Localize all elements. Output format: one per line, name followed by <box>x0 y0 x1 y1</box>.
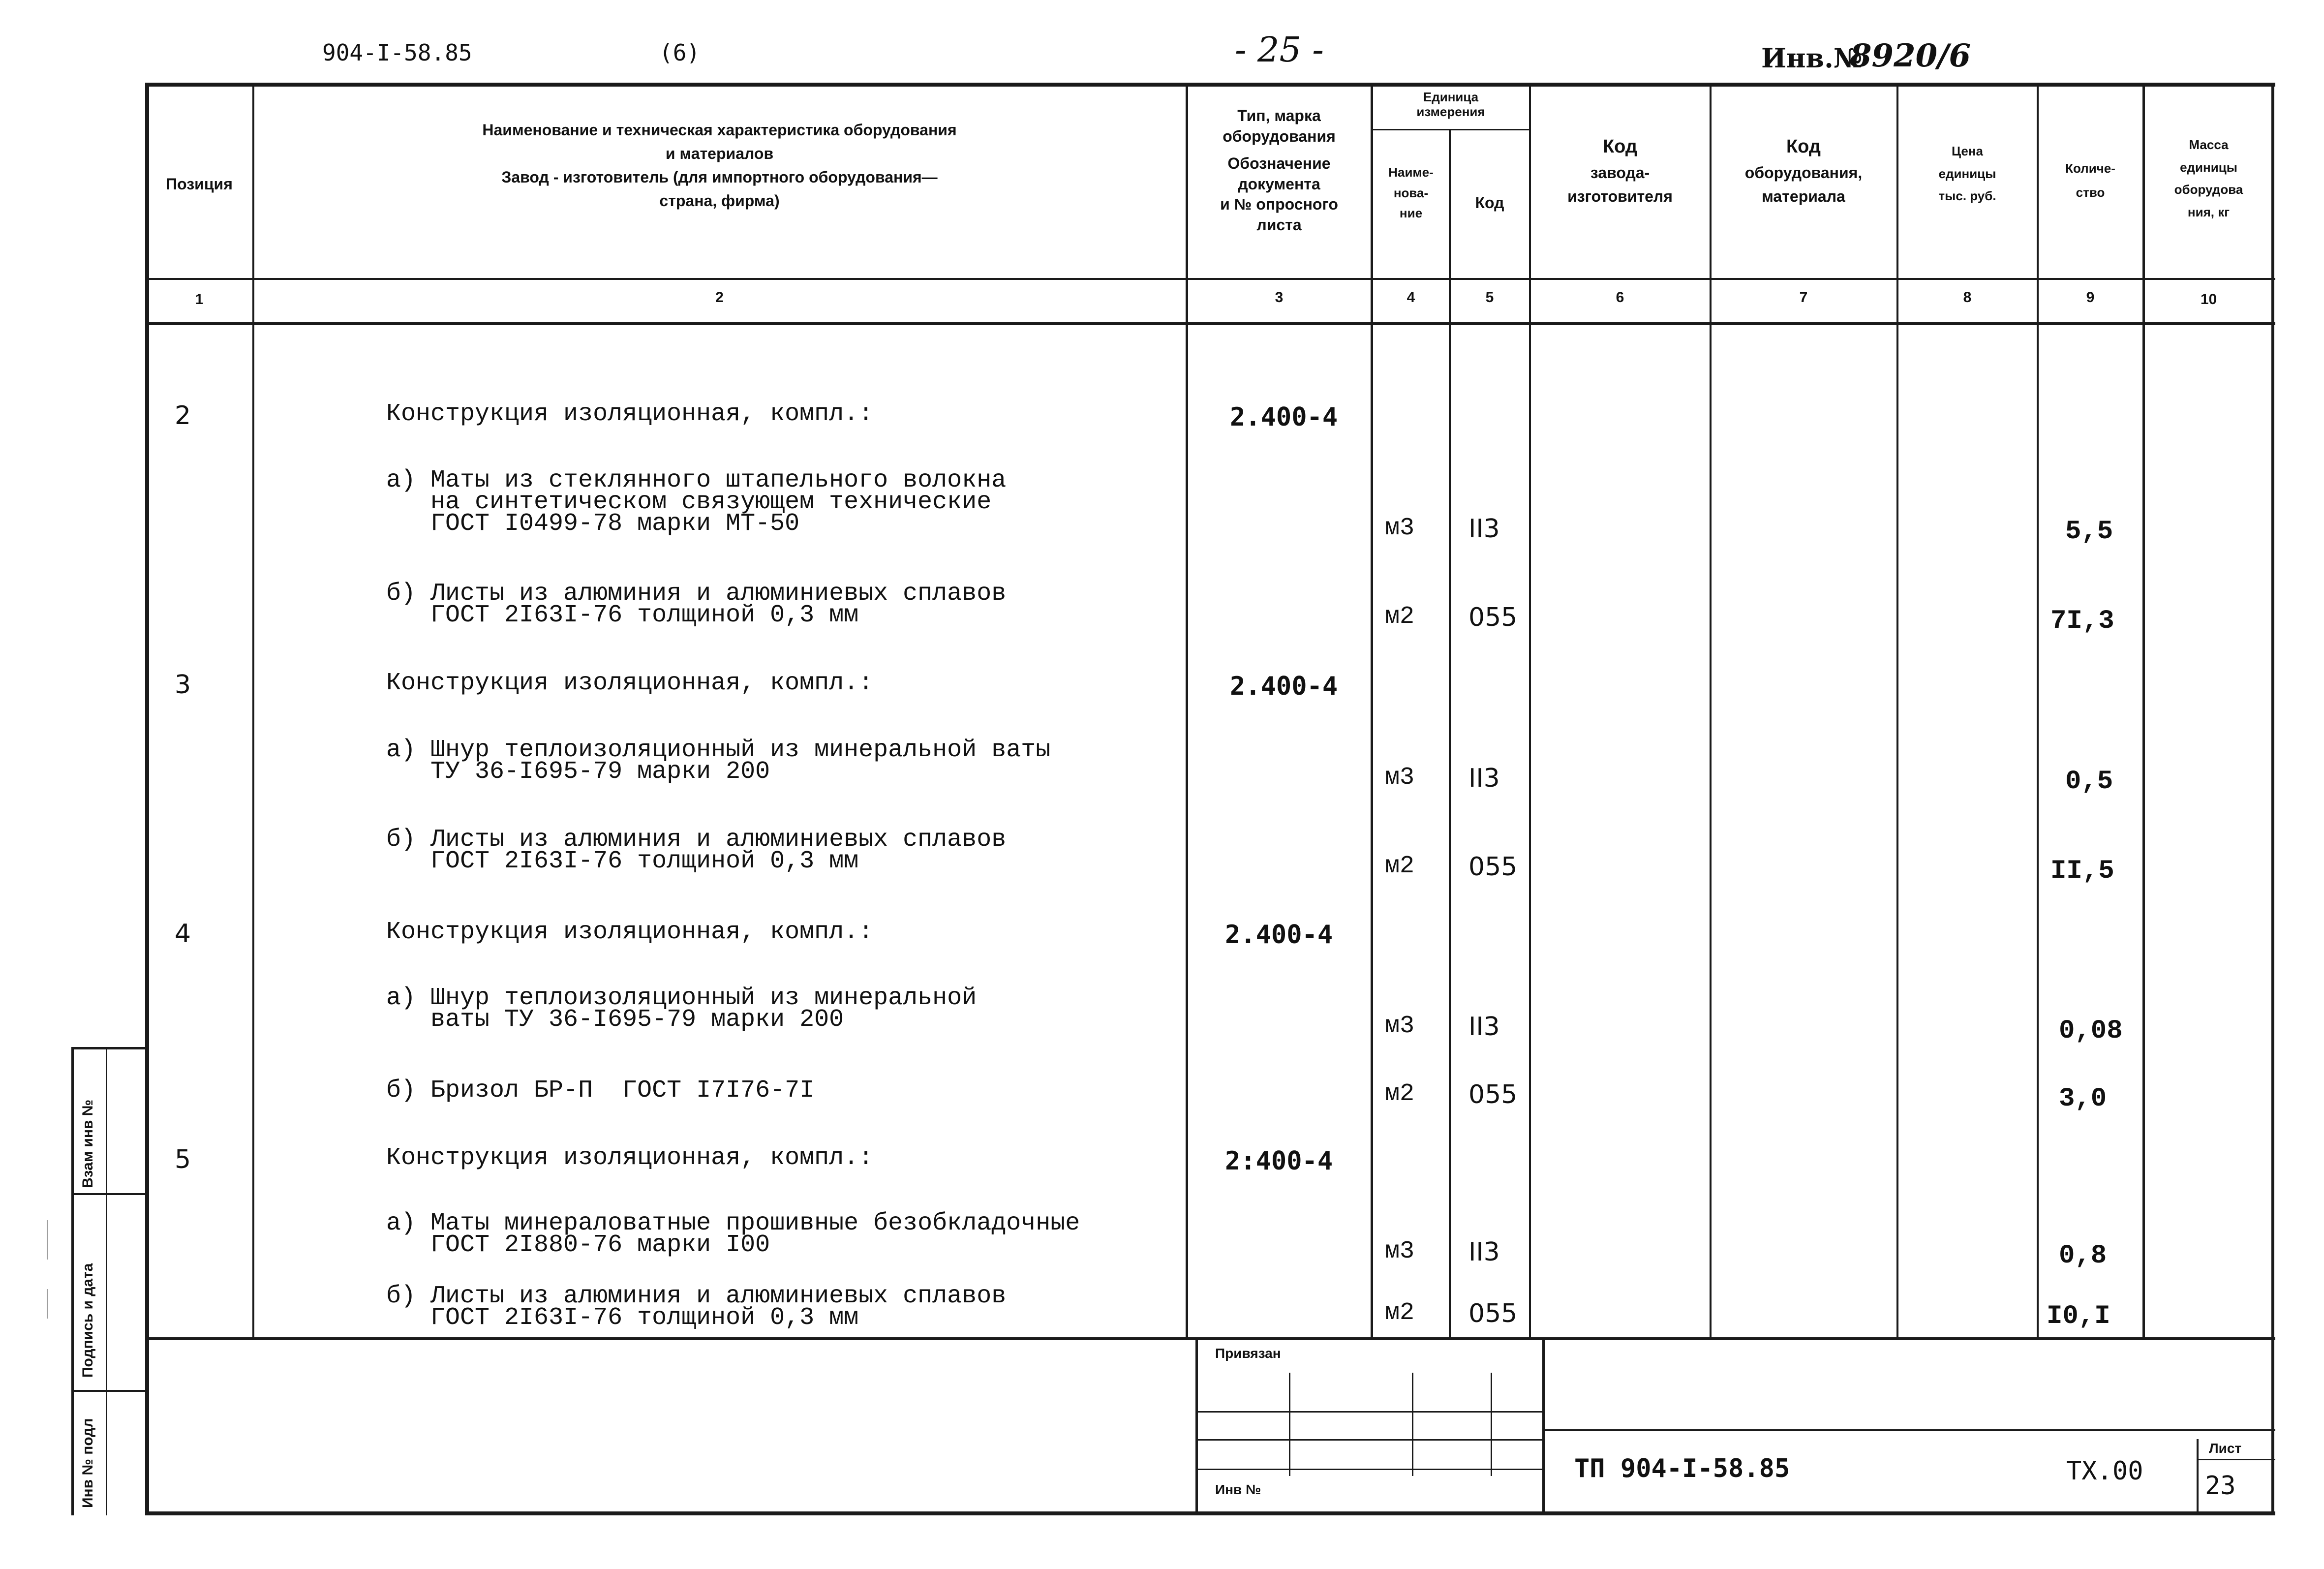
col-line-2 <box>1186 83 1188 1340</box>
sheet-label: Лист <box>2209 1441 2242 1456</box>
col-line-5 <box>1529 83 1531 1340</box>
header-type-line5: и № опросного <box>1220 195 1338 214</box>
sheet-number: 23 <box>2205 1471 2236 1501</box>
header-unit-code: Код <box>1475 194 1504 212</box>
header-name-line4: страна, фирма) <box>659 192 780 210</box>
side-stamp-inner <box>106 1047 107 1515</box>
item-name: а) Маты из стеклянного штапельного волокна на синтетическом связующем технические ГОСТ I0499-78 марки МТ-50 <box>386 466 1007 538</box>
inv-number-label: Инв № <box>1215 1482 1261 1497</box>
header-position: Позиция <box>166 175 233 193</box>
sheet-variant: (6) <box>659 39 701 66</box>
unit-code: 055 <box>1468 1080 1518 1109</box>
unit-code: II3 <box>1468 1012 1500 1042</box>
header-price-line3: тыс. руб. <box>1938 188 1996 203</box>
col-line-8 <box>2037 83 2039 1340</box>
item-name: а) Шнур теплоизоляционный из минеральной ваты ТУ 36-I695-79 марки 200 <box>386 984 977 1034</box>
unit-name: м2 <box>1385 1080 1415 1108</box>
quantity: 0,8 <box>2059 1241 2107 1271</box>
column-number-1: 1 <box>195 291 204 308</box>
position-number: 5 <box>175 1145 191 1174</box>
position-number: 4 <box>175 919 191 949</box>
header-price <box>1899 140 2036 208</box>
quantity: 7I,3 <box>2050 606 2114 636</box>
title-grid-col-1 <box>1289 1373 1290 1476</box>
inv-podl-label: Инв № подл <box>80 1418 96 1508</box>
item-name: б) Листы из алюминия и алюминиевых сплавов ГОСТ 2I63I-76 толщиной 0,3 мм <box>386 826 1007 875</box>
header-units-group <box>1374 90 1528 120</box>
side-stamp-sep-2 <box>71 1390 148 1392</box>
header-units-line2: измерения <box>1416 104 1485 119</box>
document-designation: 2:400-4 <box>1225 1146 1333 1176</box>
header-price-line1: Цена <box>1952 144 1983 158</box>
title-grid-col-2 <box>1412 1373 1413 1476</box>
header-type-block <box>1189 106 1370 236</box>
header-mass-line1: Масса <box>2189 137 2229 152</box>
quantity: II,5 <box>2050 856 2114 886</box>
inventory-label: Инв.№ <box>1761 42 1863 74</box>
unit-code: 055 <box>1468 603 1518 632</box>
header-mass-line3: оборудова <box>2174 182 2243 197</box>
header-equipment-code <box>1712 133 1895 208</box>
margin-mark <box>47 1289 48 1319</box>
unit-name: м2 <box>1385 603 1415 631</box>
header-separator <box>145 278 2275 280</box>
frame-top-border <box>145 83 2275 87</box>
header-unit-name-line2: нова- <box>1393 185 1429 200</box>
page-number: - 25 - <box>1235 30 1324 70</box>
col-line-4 <box>1449 129 1451 1340</box>
quantity: 5,5 <box>2065 517 2113 547</box>
title-grid-col-3 <box>1491 1373 1492 1476</box>
header-equipment-code-line1: Код <box>1786 136 1821 157</box>
podpis-data-label: Подпись и дата <box>80 1263 96 1378</box>
unit-name: м3 <box>1385 1237 1415 1265</box>
frame-right-border <box>2271 83 2274 1515</box>
title-grid-line-2 <box>1195 1439 1545 1441</box>
item-name: б) Листы из алюминия и алюминиевых сплавов ГОСТ 2I63I-76 толщиной 0,3 мм <box>386 580 1007 629</box>
column-number-5: 5 <box>1485 289 1494 306</box>
title-main-separator <box>1542 1429 2275 1431</box>
document-code: 904-I-58.85 <box>322 39 472 66</box>
item-name: Конструкция изоляционная, компл.: <box>386 400 874 428</box>
item-name: а) Маты минераловатные прошивные безобкладочные ГОСТ 2I880-76 марки I00 <box>386 1209 1080 1259</box>
header-quantity-line1: Количе- <box>2065 161 2115 176</box>
privyazan-label: Привязан <box>1215 1346 1281 1361</box>
header-quantity-line2: ство <box>2076 185 2105 200</box>
inventory-number: 8920/6 <box>1850 37 1971 74</box>
title-block-right-divider <box>1542 1337 1545 1514</box>
unit-code: II3 <box>1468 1237 1500 1267</box>
unit-name: м2 <box>1385 852 1415 880</box>
header-type-line2: оборудования <box>1223 127 1336 145</box>
sheet-box-divider <box>2197 1439 2199 1513</box>
title-block-left-divider <box>1195 1337 1198 1514</box>
unit-code: II3 <box>1468 514 1500 544</box>
header-quantity <box>2039 156 2141 205</box>
sheet-box-separator <box>2197 1459 2275 1460</box>
title-block-top-border <box>145 1337 2275 1340</box>
position-number: 3 <box>175 670 191 700</box>
header-factory-code <box>1531 133 1709 208</box>
header-factory-code-line2: завода- <box>1590 164 1650 182</box>
quantity: 0,5 <box>2065 767 2113 797</box>
column-number-2: 2 <box>715 289 724 306</box>
unit-code: II3 <box>1468 764 1500 793</box>
header-unit-name-line3: ние <box>1399 206 1423 221</box>
unit-name: м3 <box>1385 514 1415 542</box>
frame-bottom-border <box>145 1511 2275 1515</box>
column-number-separator <box>145 322 2275 325</box>
col-line-3 <box>1371 83 1373 1340</box>
item-name: Конструкция изоляционная, компл.: <box>386 918 874 946</box>
side-stamp-sep-1 <box>71 1193 148 1195</box>
column-number-9: 9 <box>2086 289 2095 306</box>
column-number-4: 4 <box>1407 289 1415 306</box>
header-name-line2: и материалов <box>665 145 774 162</box>
col-line-9 <box>2142 83 2145 1340</box>
header-factory-code-line3: изготовителя <box>1567 187 1673 205</box>
title-grid-line-1 <box>1195 1411 1545 1413</box>
header-name-line1: Наименование и техническая характеристика оборудования <box>482 121 957 139</box>
item-name: а) Шнур теплоизоляционный из минеральной ваты ТУ 36-I695-79 марки 200 <box>386 736 1051 786</box>
quantity: 0,08 <box>2059 1016 2123 1046</box>
quantity: I0,I <box>2047 1301 2110 1331</box>
header-mass <box>2146 134 2271 223</box>
section-code: ТХ.00 <box>2066 1456 2143 1486</box>
unit-name: м3 <box>1385 1012 1415 1040</box>
col-line-6 <box>1710 83 1712 1340</box>
unit-name: м3 <box>1385 764 1415 792</box>
header-name-line3: Завод - изготовитель (для импортного оборудования— <box>501 168 938 186</box>
document-designation: 2.400-4 <box>1230 402 1338 432</box>
title-grid-line-3 <box>1195 1469 1545 1470</box>
item-name: б) Листы из алюминия и алюминиевых сплавов ГОСТ 2I63I-76 толщиной 0,3 мм <box>386 1282 1007 1332</box>
header-mass-line2: единицы <box>2180 159 2237 175</box>
col-line-7 <box>1896 83 1898 1340</box>
unit-code: 055 <box>1468 1299 1518 1328</box>
header-name-block <box>256 118 1183 213</box>
unit-name: м2 <box>1385 1299 1415 1327</box>
document-designation: 2.400-4 <box>1230 672 1338 701</box>
column-number-7: 7 <box>1799 289 1808 306</box>
side-stamp-outer <box>71 1047 74 1515</box>
header-type-line1: Тип, марка <box>1237 107 1321 124</box>
header-type-line6: листа <box>1256 215 1302 234</box>
side-stamp-top <box>71 1047 148 1049</box>
position-number: 2 <box>175 401 191 431</box>
unit-code: 055 <box>1468 852 1518 882</box>
item-name: Конструкция изоляционная, компл.: <box>386 669 874 697</box>
quantity: 3,0 <box>2059 1084 2107 1114</box>
header-type-line3: Обозначение <box>1227 154 1331 173</box>
header-units-line1: Единица <box>1423 90 1479 104</box>
header-unit-name <box>1374 162 1448 224</box>
col-line-1 <box>252 83 254 1340</box>
column-number-10: 10 <box>2200 291 2217 308</box>
item-name: б) Бризол БР-П ГОСТ I7I76-7I <box>386 1077 815 1105</box>
header-unit-name-line1: Наиме- <box>1388 165 1434 180</box>
document-designation: 2.400-4 <box>1225 920 1333 950</box>
header-type-line4: документа <box>1238 175 1320 193</box>
column-number-3: 3 <box>1275 289 1284 306</box>
item-name: Конструкция изоляционная, компл.: <box>386 1144 874 1172</box>
column-number-8: 8 <box>1963 289 1972 306</box>
header-equipment-code-line2: оборудования, <box>1744 164 1863 182</box>
header-mass-line4: ния, кг <box>2187 204 2230 219</box>
project-code: ТП 904-I-58.85 <box>1574 1454 1790 1483</box>
vzam-inv-label: Взам инв № <box>80 1099 96 1188</box>
margin-mark <box>47 1220 48 1260</box>
column-number-6: 6 <box>1616 289 1624 306</box>
header-factory-code-line1: Код <box>1602 136 1638 157</box>
header-equipment-code-line3: материала <box>1762 187 1845 205</box>
header-price-line2: единицы <box>1938 166 1996 181</box>
